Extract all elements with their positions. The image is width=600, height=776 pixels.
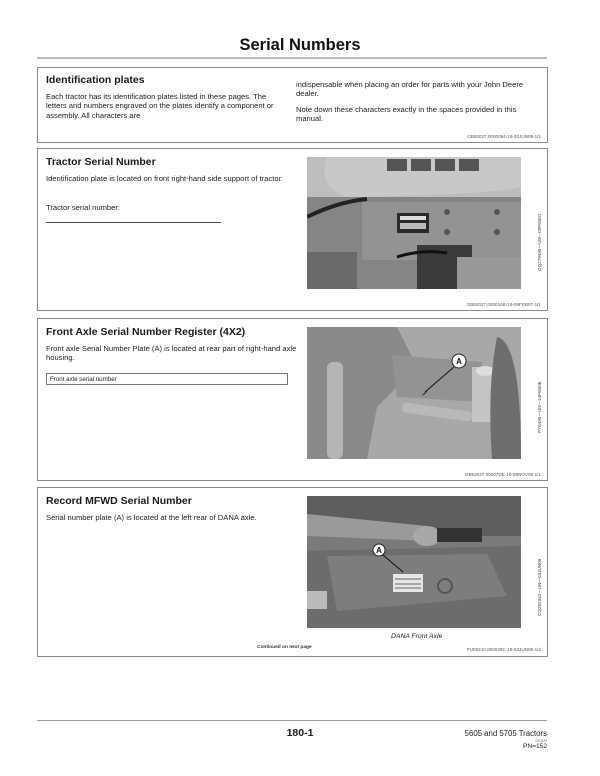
section-heading: Record MFWD Serial Number [46,495,192,507]
photo-code: CQ282342—UN—03JUN09 [537,558,542,616]
svg-text:A: A [456,357,462,366]
title-divider [37,57,547,59]
section-text-right-2: Note down these characters exactly in the spaces provided in this manual. [296,105,517,124]
front-axle-photo [307,327,521,459]
section-text: Front axle Serial Number Plate (A) is located at rear part of right-hand axle housing. [46,344,297,363]
section-heading: Tractor Serial Number [46,156,156,168]
tractor-plate-photo [307,157,521,289]
reference-code: GB52027,0000064-19-30JUN08-1/1 [467,134,541,139]
serial-field-label: Tractor serial number: [46,203,120,212]
section-text-right-1: indispensable when placing an order for parts with your John Deere dealer. [296,80,524,99]
document-code: 070324 [535,739,547,743]
section-text-left: Each tractor has its identification plates listed in these pages. The letters and numbers engraved on the plates identify a component or assembly. All characters are [46,92,274,120]
section-heading: Identification plates [46,74,145,86]
front-axle-section [37,318,548,481]
tractor-serial-section [37,148,548,311]
section-heading: Front Axle Serial Number Register (4X2) [46,326,246,338]
photo-code: OQ279495—UN—09FEB07 [537,213,542,271]
footer-divider [37,720,547,721]
serial-write-line[interactable] [46,222,221,223]
continued-note: Continued on next page [257,645,312,650]
dana-axle-photo [307,496,521,628]
reference-code: PU00210,000020C-19-03JUN09-1/2 [466,647,541,652]
page-title: Serial Numbers [239,36,361,54]
svg-text:A: A [376,546,382,555]
reference-code: GB52027,00007DE-19-05NOV08-1/1 [464,472,541,477]
section-text: Identification plate is located on front right-hand side support of tractor. [46,174,283,183]
photo-caption: DANA Front Axle [391,633,443,640]
front-axle-serial-field[interactable]: Front axle serial number [46,373,288,385]
reference-code: GB52027,000016B-19-09FEB07-1/1 [466,302,541,307]
photo-code: PY6490—UN—14FEB06 [537,381,542,433]
section-text: Serial number plate (A) is located at the left rear of DANA axle. [46,513,257,522]
identification-plates-section [37,67,548,143]
page-number: 180-1 [286,727,314,739]
mfwd-section [37,487,548,657]
book-title: 5605 and 5705 Tractors [464,729,547,738]
pn-number: PN=152 [522,743,547,750]
